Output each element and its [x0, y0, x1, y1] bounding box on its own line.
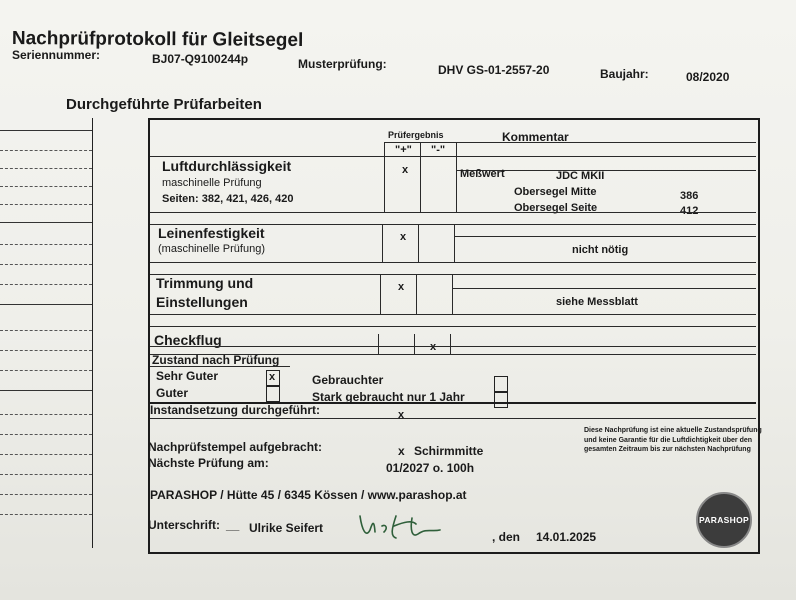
kommentar-header: Kommentar [502, 130, 569, 144]
pruefergebnis-header: Prüfergebnis [388, 130, 444, 140]
gebrauchter-checkbox [494, 376, 508, 392]
date-prefix: , den [492, 530, 521, 544]
signer-name: Ulrike Seifert [249, 521, 324, 535]
mitte-value: 386 [680, 190, 699, 202]
section-title: Durchgeführte Prüfarbeiten [66, 96, 262, 113]
naechste-label: Nächste Prüfung am: [148, 456, 269, 470]
document-title: Nachprüfprotokoll für Gleitsegel [11, 28, 304, 52]
signature-blank: __ [226, 518, 240, 532]
handwritten-signature [356, 510, 446, 551]
trimm-comment: siehe Messblatt [556, 296, 638, 308]
instandsetzung-label: Instandsetzung durchgeführt: [150, 403, 320, 417]
instandsetzung-mark: x [398, 409, 405, 421]
baujahr-label: Baujahr: [600, 67, 649, 81]
leinen-title: Leinenfestigkeit [158, 225, 265, 241]
leinen-sub: (maschinelle Prüfung) [158, 243, 265, 255]
leinen-plus-mark: x [400, 231, 407, 243]
signature-date: 14.01.2025 [536, 530, 597, 544]
serial-label: Seriennummer: [12, 48, 101, 62]
naechste-value: 01/2027 o. 100h [386, 461, 475, 475]
guter-checkbox [266, 386, 280, 402]
check-minus-mark: x [430, 341, 437, 353]
stamp-text: PARASHOP [699, 515, 749, 525]
stark-checkbox [494, 392, 508, 408]
sehr-guter-label: Sehr Guter [156, 369, 219, 383]
signature-label: Unterschrift: [148, 518, 221, 532]
seite-label: Obersegel Seite [514, 202, 598, 214]
check-title: Checkflug [154, 332, 222, 348]
minus-header: "-" [431, 144, 446, 156]
left-partial-table [0, 118, 93, 548]
baujahr-value: 08/2020 [686, 70, 730, 84]
mitte-label: Obersegel Mitte [514, 186, 597, 198]
guter-label: Guter [156, 386, 189, 400]
stempel-location: Schirmmitte [414, 444, 484, 458]
sehr-guter-mark: x [269, 371, 276, 383]
parashop-stamp-logo [696, 492, 752, 548]
muster-value: DHV GS-01-2557-20 [438, 63, 550, 77]
stark-label: Stark gebraucht nur 1 Jahr [312, 390, 465, 404]
disclaimer-text: Diese Nachprüfung ist eine aktuelle Zustandsprüfung und keine Garantie für die Luftdichtigkeit über den gesamten Zeitraum bis zur nächsten Nachprüfung [584, 427, 762, 453]
luft-pages: Seiten: 382, 421, 426, 420 [162, 193, 294, 205]
luft-title: Luftdurchlässigkeit [162, 158, 292, 174]
trimm-title-1: Trimmung und [156, 275, 254, 291]
trimm-plus-mark: x [398, 281, 405, 293]
gebrauchter-label: Gebrauchter [312, 373, 384, 387]
trimm-title-2: Einstellungen [156, 294, 248, 310]
stempel-mark: x [398, 444, 405, 458]
seite-value: 412 [680, 205, 699, 217]
messwert-label: Meßwert [460, 168, 505, 180]
plus-header: "+" [395, 144, 412, 156]
zustand-title: Zustand nach Prüfung [152, 353, 280, 367]
luft-sub: maschinelle Prüfung [162, 177, 262, 189]
stempel-label: Nachprüfstempel aufgebracht: [148, 440, 323, 454]
muster-label: Musterprüfung: [298, 57, 387, 71]
device-name: JDC MKII [556, 170, 605, 182]
address-line: PARASHOP / Hütte 45 / 6345 Kössen / www.parashop.at [150, 488, 467, 502]
leinen-comment: nicht nötig [572, 244, 629, 256]
luft-plus-mark: x [402, 164, 409, 176]
serial-value: BJ07-Q9100244p [152, 52, 249, 66]
